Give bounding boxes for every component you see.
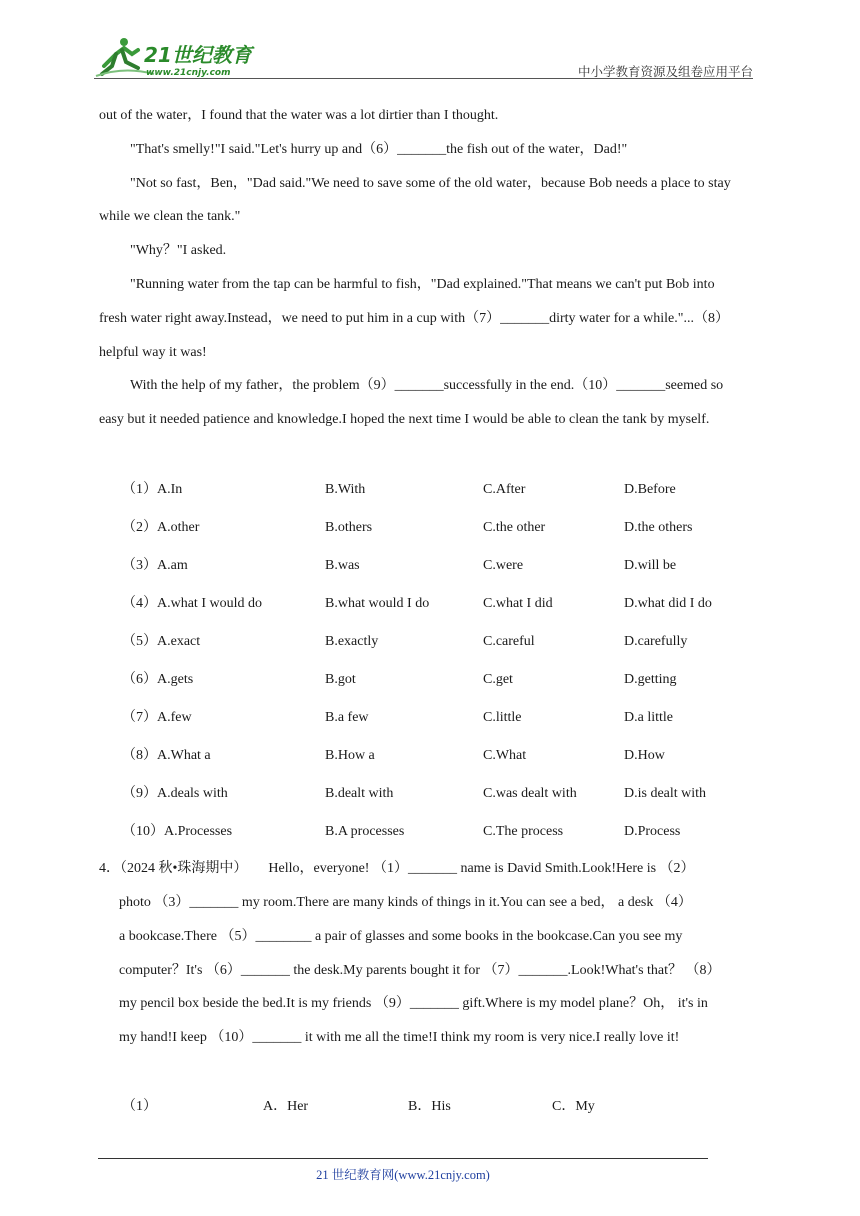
option-c: C.After	[483, 482, 526, 497]
option-label: （3）A.am	[122, 558, 188, 573]
passage-line: easy but it needed patience and knowledge.I hoped the next time I would be able to clean the tank by myself.	[99, 412, 710, 427]
option-label: （5）A.exact	[122, 634, 201, 649]
option-c: C.was dealt with	[483, 786, 577, 801]
option-label: （7）A.few	[122, 710, 192, 725]
option-label: （1）	[122, 1099, 157, 1114]
option-a: A．Her	[263, 1099, 309, 1114]
option-label: （10）A.Processes	[122, 824, 233, 839]
option-b: B.got	[325, 672, 356, 687]
option-label: （9）A.deals with	[122, 786, 228, 801]
option-b: B.what would I do	[325, 596, 430, 611]
option-b: B．His	[408, 1099, 451, 1114]
option-d: D.How	[624, 748, 665, 763]
option-c: C．My	[552, 1099, 595, 1114]
passage-line: "Why？"I asked.	[130, 243, 227, 258]
option-b: B.others	[325, 520, 373, 535]
option-b: B.a few	[325, 710, 369, 725]
option-c: C.little	[483, 710, 522, 725]
passage-line: out of the water，I found that the water was a lot dirtier than I thought.	[99, 108, 499, 123]
option-b: B.A processes	[325, 824, 405, 839]
question-4-line: my pencil box beside the bed.It is my friends （9）_______ gift.Where is my model plane？Oh， it's in	[119, 996, 708, 1011]
option-c: C.what I did	[483, 596, 553, 611]
option-d: D.is dealt with	[624, 786, 707, 801]
option-d: D.will be	[624, 558, 677, 573]
question-4-line: a bookcase.There （5）________ a pair of glasses and some books in the bookcase.Can you see my	[119, 929, 683, 944]
passage-line: helpful way it was!	[99, 345, 207, 360]
footer-text: 21 世纪教育网(www.21cnjy.com)	[316, 1168, 490, 1182]
option-d: D.Process	[624, 824, 681, 839]
site-logo	[94, 36, 264, 80]
question-4-line: computer？It's （6）_______ the desk.My parents bought it for （7）_______.Look!What's that？ （8）	[119, 963, 721, 978]
header-platform-text: 中小学教育资源及组卷应用平台	[577, 65, 753, 79]
logo-text: 21世纪教育	[144, 43, 252, 67]
question-4-line: 4．（2024 秋•珠海期中） Hello，everyone! （1）_______ name is David Smith.Look!Here is （2）	[99, 861, 695, 876]
option-d: D.what did I do	[624, 596, 712, 611]
question-4-line: my hand!I keep （10）_______ it with me all the time!I think my room is very nice.I really love it!	[119, 1030, 680, 1045]
passage-line: "Not so fast，Ben，"Dad said."We need to save some of the old water，because Bob needs a place to stay	[130, 176, 731, 191]
passage-line: "Running water from the tap can be harmful to fish，"Dad explained."That means we can't put Bob into	[130, 277, 715, 292]
header-divider	[94, 78, 753, 79]
option-c: C.What	[483, 748, 527, 763]
passage-line: "That's smelly!"I said."Let's hurry up and（6）_______the fish out of the water，Dad!"	[130, 142, 628, 157]
logo-url: www.21cnjy.com	[146, 68, 231, 78]
passage-line: With the help of my father，the problem（9）_______successfully in the end.（10）_______seemed so	[130, 378, 724, 393]
option-d: D.carefully	[624, 634, 688, 649]
option-label: （1）A.In	[122, 482, 183, 497]
footer-divider	[98, 1158, 708, 1159]
option-d: D.Before	[624, 482, 676, 497]
option-c: C.were	[483, 558, 524, 573]
passage-line: while we clean the tank."	[99, 209, 241, 224]
option-c: C.The process	[483, 824, 564, 839]
option-c: C.get	[483, 672, 513, 687]
option-b: B.dealt with	[325, 786, 394, 801]
option-d: D.getting	[624, 672, 677, 687]
option-label: （6）A.gets	[122, 672, 194, 687]
option-label: （2）A.other	[122, 520, 200, 535]
passage-line: fresh water right away.Instead，we need to put him in a cup with（7）_______dirty water for a while."...（8）	[99, 311, 729, 326]
option-b: B.was	[325, 558, 360, 573]
option-c: C.careful	[483, 634, 535, 649]
option-b: B.exactly	[325, 634, 379, 649]
option-label: （4）A.what I would do	[122, 596, 262, 611]
option-d: D.the others	[624, 520, 693, 535]
option-b: B.How a	[325, 748, 375, 763]
option-label: （8）A.What a	[122, 748, 211, 763]
option-b: B.With	[325, 482, 366, 497]
option-d: D.a little	[624, 710, 673, 725]
question-4-line: photo （3）_______ my room.There are many kinds of things in it.You can see a bed， a desk （4）	[119, 895, 692, 910]
option-c: C.the other	[483, 520, 546, 535]
